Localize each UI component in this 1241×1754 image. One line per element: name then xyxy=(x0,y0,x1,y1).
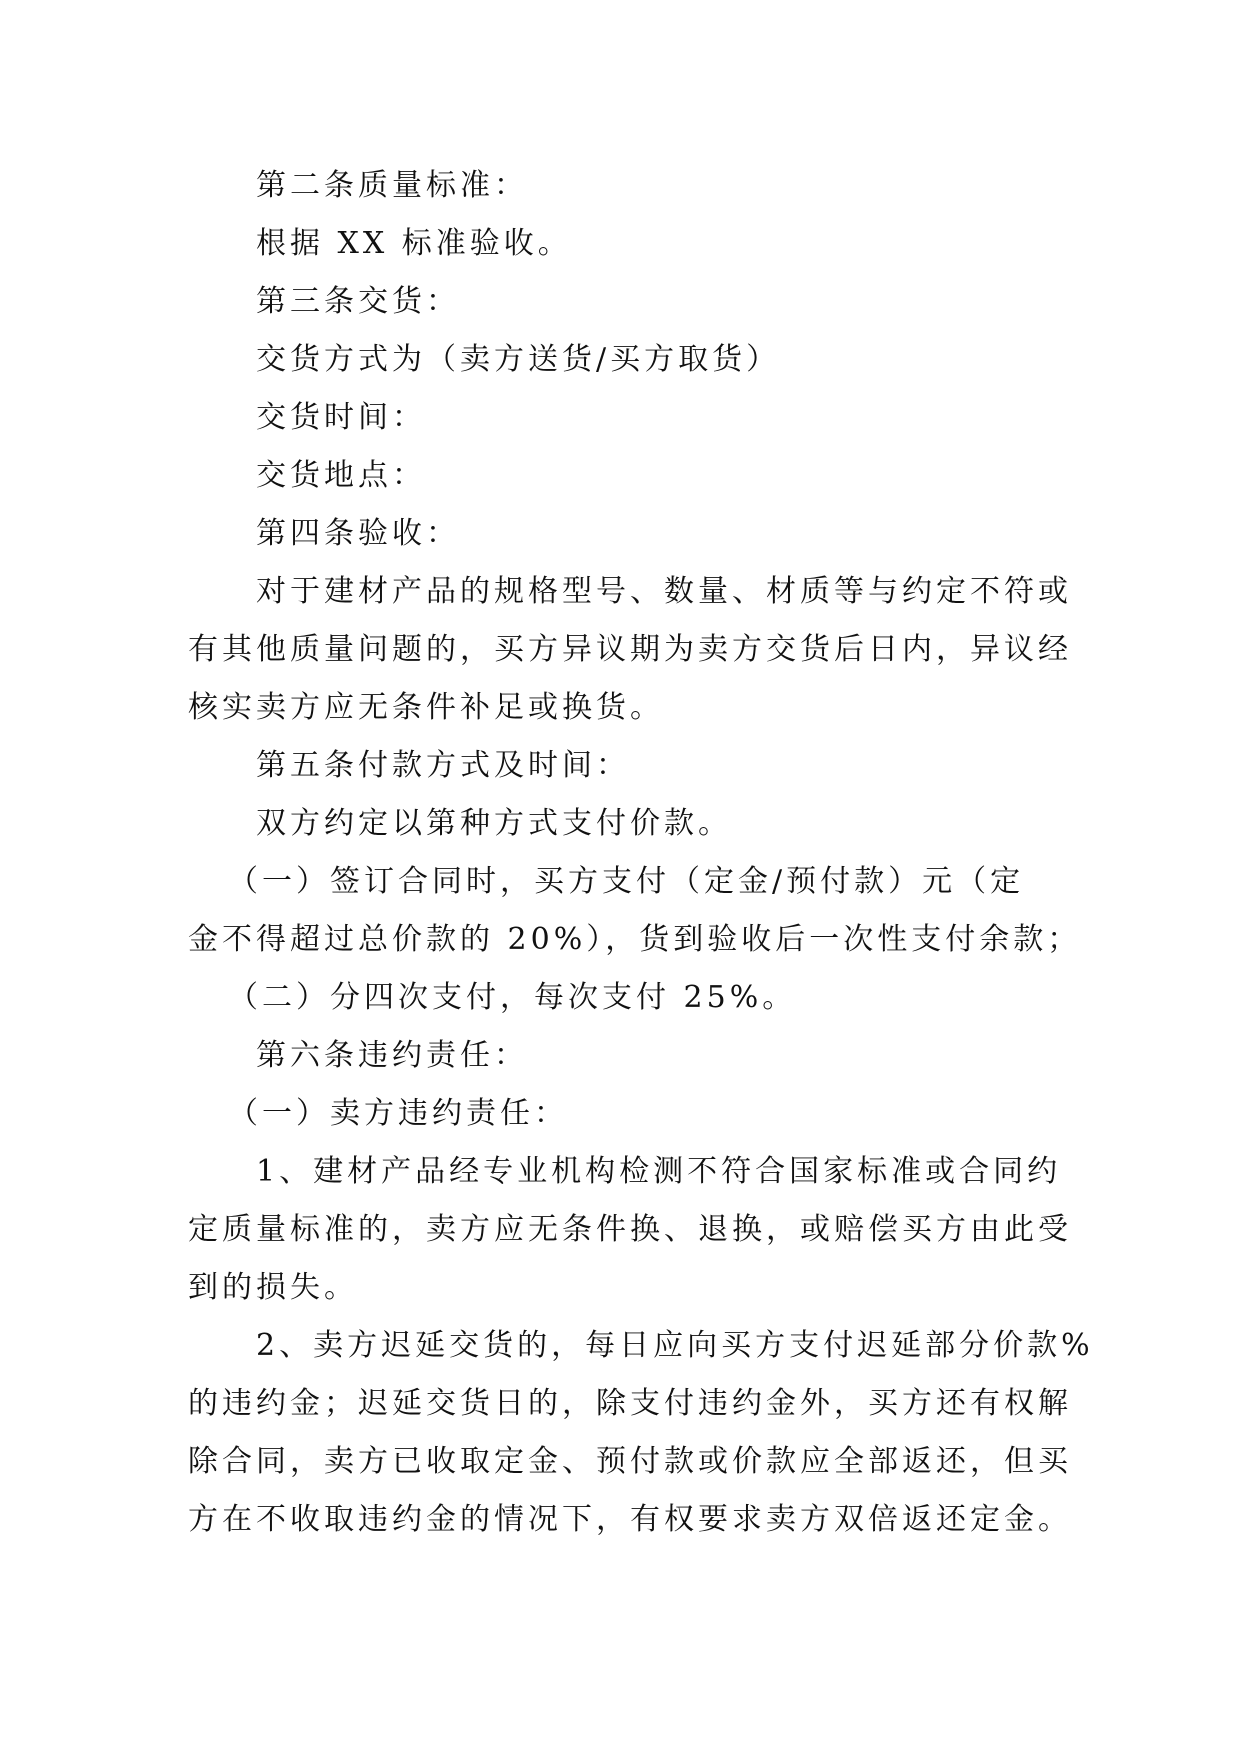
text-line: 1、建材产品经专业机构检测不符合国家标准或合同约 xyxy=(256,1154,1062,1189)
seller-liability-item-1 xyxy=(188,1143,1072,1317)
delivery-time-text: 交货时间： xyxy=(256,400,426,435)
text-line: 方在不收取违约金的情况下，有权要求卖方双倍返还定金。 xyxy=(188,1502,1072,1537)
clause-5-heading: 第五条付款方式及时间： xyxy=(256,748,630,783)
text-line: 有其他质量问题的，买方异议期为卖方交货后日内，异议经 xyxy=(188,632,1072,667)
payment-option-2: （二）分四次支付，每次支付 25%。 xyxy=(228,980,797,1015)
text-line: 的违约金；迟延交货日的，除支付违约金外，买方还有权解 xyxy=(188,1386,1072,1421)
clause-3-heading: 第三条交货： xyxy=(256,284,460,319)
delivery-method-text: 交货方式为（卖方送货/买方取货） xyxy=(256,342,781,377)
text-line: 定质量标准的，卖方应无条件换、退换，或赔偿买方由此受 xyxy=(188,1212,1072,1247)
clause-6-heading: 第六条违约责任： xyxy=(256,1038,528,1073)
text-line: （一）签订合同时，买方支付（定金/预付款）元（定 xyxy=(228,864,1025,899)
seller-liability-item-2 xyxy=(188,1317,1094,1549)
quality-standard-text: 根据 XX 标准验收。 xyxy=(256,226,572,261)
clause-2-heading: 第二条质量标准： xyxy=(256,168,528,203)
text-line: 对于建材产品的规格型号、数量、材质等与约定不符或 xyxy=(256,574,1072,609)
text-line: 2、卖方迟延交货的，每日应向买方支付迟延部分价款% xyxy=(256,1328,1094,1363)
document-body xyxy=(188,157,1094,1549)
delivery-location-text: 交货地点： xyxy=(256,458,426,493)
text-line: 到的损失。 xyxy=(188,1270,358,1305)
payment-option-1 xyxy=(188,853,1082,969)
clause-4-heading: 第四条验收： xyxy=(256,516,460,551)
text-line: 金不得超过总价款的 20%），货到验收后一次性支付余款； xyxy=(188,922,1082,957)
payment-agreement-text: 双方约定以第种方式支付价款。 xyxy=(256,806,732,841)
seller-liability-heading: （一）卖方违约责任： xyxy=(228,1096,568,1131)
text-line: 除合同，卖方已收取定金、预付款或价款应全部返还，但买 xyxy=(188,1444,1072,1479)
inspection-paragraph xyxy=(188,563,1072,737)
text-line: 核实卖方应无条件补足或换货。 xyxy=(188,690,664,725)
